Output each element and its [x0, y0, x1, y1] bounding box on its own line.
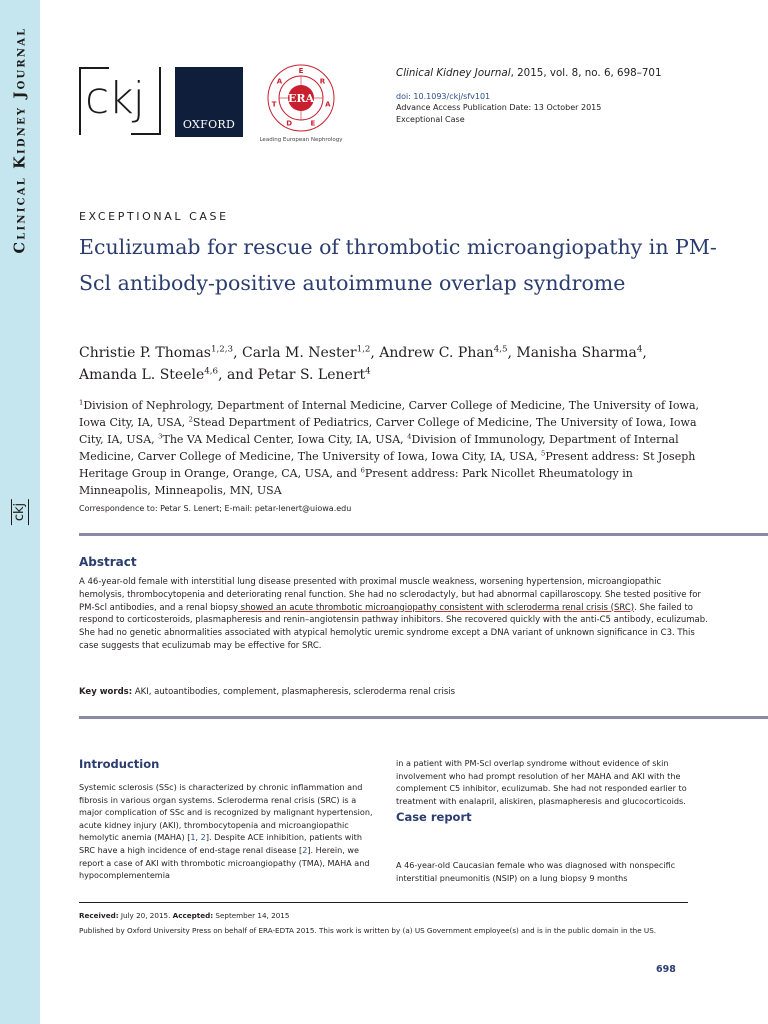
- article-type: Exceptional Case: [396, 114, 465, 124]
- case-report-text: A 46-year-old Caucasian female who was diagnosed with nonspecific interstitial pneumonitis (NSIP) on a lung biopsy 9 months: [396, 860, 676, 883]
- divider-top: [79, 533, 768, 536]
- affiliation-number: 6: [360, 466, 365, 475]
- affiliation-text: The VA Medical Center, Iowa City, IA, USA,: [162, 433, 408, 446]
- divider-bottom: [79, 716, 768, 719]
- citation: [396, 66, 662, 80]
- author-affiliation-sup: 4: [636, 344, 643, 355]
- author-separator: , and: [218, 367, 258, 383]
- era-ring-letter: R: [319, 77, 326, 86]
- keywords-label: Key words:: [79, 687, 133, 697]
- page-number: 698: [656, 964, 676, 975]
- affiliation-number: 1: [79, 398, 84, 407]
- ckj-logo-text: ckj: [85, 73, 144, 124]
- era-ring-letter: E: [310, 119, 316, 128]
- accepted-date: September 14, 2015: [213, 911, 290, 920]
- affiliation-text: Present address: St Joseph Heritage Group in Orange, Orange, CA, USA, and: [79, 450, 696, 480]
- sidebar-ckj-logo: ckj: [11, 499, 29, 525]
- author-separator: ,: [642, 345, 647, 361]
- ckj-logo: [79, 67, 161, 135]
- svg-text:ERA: ERA: [287, 92, 315, 105]
- author-separator: ,: [233, 345, 242, 361]
- era-ring-letter: E: [298, 67, 304, 75]
- affiliation-number: 3: [158, 432, 163, 441]
- abstract-highlight: showed an acute thrombotic microangiopathy consistent with scleroderma renal crisis (SRC): [237, 602, 635, 613]
- author-name: Carla M. Nester: [241, 345, 357, 361]
- affiliation-text: Stead Department of Pediatrics, Carver College of Medicine, The University of Iowa, Iowa City, IA, USA,: [79, 416, 697, 446]
- author-affiliation-sup: 4,6: [204, 366, 219, 377]
- received-accepted: [79, 911, 694, 922]
- author-name: Amanda L. Steele: [79, 367, 205, 383]
- affiliation-text: Present address: Park Nicollet Rheumatology in Minneapolis, Minneapolis, MN, USA: [79, 467, 633, 497]
- affiliation-number: 4: [407, 432, 412, 441]
- author-name: Andrew C. Phan: [379, 345, 494, 361]
- intro-text-b: ,: [195, 832, 201, 843]
- citation-ref-2[interactable]: 2: [200, 832, 206, 843]
- affiliation-number: 5: [541, 449, 546, 458]
- received-label: Received:: [79, 911, 119, 920]
- author-affiliation-sup: 4: [365, 366, 371, 377]
- era-ring-letter: A: [276, 77, 283, 86]
- article-kicker: EXCEPTIONAL CASE: [79, 210, 229, 223]
- intro-text-a: Systemic sclerosis (SSc) is characterized by chronic inflammation and fibrosis in various organ systems. Scleroderma renal crisis (SRC) is a major complication of SSc and is recognized by malignant hypertension, acute kidney injury (AKI), thrombocytopenia and microangiopathic hemolytic anemia (MAHA) [: [79, 782, 373, 843]
- intro-text-c: ]. Despite ACE inhibition, patients with SRC have a high incidence of end-stage renal disease [: [79, 832, 362, 855]
- citation-details: , 2015, vol. 8, no. 6, 698–701: [510, 67, 662, 79]
- abstract-body: [79, 576, 709, 653]
- author-separator: ,: [507, 345, 517, 361]
- keywords: [79, 687, 455, 697]
- era-ring-letter: D: [286, 119, 293, 128]
- author-affiliation-sup: 1,2: [356, 344, 371, 355]
- era-edta-logo: [256, 60, 346, 150]
- affiliation-number: 2: [188, 415, 193, 424]
- oxford-logo-text: OXFORD: [182, 118, 236, 131]
- abstract-text-2: . She failed to respond to corticosteroids, plasmapheresis and renin–angiotensin pathway inhibitors. She recovered quickly with the anti-C5 antibody, eculizumab. She had no genetic abnormalities associated with atypical hemolytic uremic syndrome except a DNA variant of unknown significance in C3. This case suggests that eculizumab may be effective for SRC.: [79, 602, 708, 651]
- introduction-heading: Introduction: [79, 757, 160, 771]
- affiliation-text: Division of Nephrology, Department of Internal Medicine, Carver College of Medicine, The University of Iowa, Iowa City, IA, USA,: [79, 399, 699, 429]
- keywords-list: AKI, autoantibodies, complement, plasmapheresis, scleroderma renal crisis: [132, 687, 456, 697]
- affiliations: [79, 397, 699, 499]
- author-list: [79, 342, 709, 386]
- case-report-heading: Case report: [396, 810, 472, 824]
- citation-ref-3[interactable]: 2: [302, 844, 308, 855]
- received-date: July 20, 2015.: [118, 911, 173, 920]
- oxford-logo: [175, 67, 243, 137]
- sidebar-journal-name: Clinical Kidney Journal: [11, 26, 29, 254]
- citation-ref-1[interactable]: 1: [190, 832, 196, 843]
- article-title: Eculizumab for rescue of thrombotic microangiopathy in PM-Scl antibody-positive autoimmune overlap syndrome: [79, 235, 717, 295]
- era-ring-letter: T: [271, 100, 277, 109]
- author-affiliation-sup: 1,2,3: [211, 344, 234, 355]
- journal-name: Clinical Kidney Journal: [396, 67, 511, 79]
- correspondence: Correspondence to: Petar S. Lenert; E-mail: petar-lenert@uiowa.edu: [79, 504, 352, 513]
- era-caption: Leading European Nephrology: [259, 137, 343, 143]
- introduction-text: [79, 781, 377, 882]
- article-meta: [396, 66, 662, 125]
- author-affiliation-sup: 4,5: [493, 344, 508, 355]
- era-seal-icon: [256, 60, 346, 138]
- advance-access-date: Advance Access Publication Date: 13 October 2015: [396, 103, 602, 112]
- author-name: Manisha Sharma: [516, 345, 637, 361]
- abstract-text-1: A 46-year-old female with interstitial lung disease presented with proximal muscle weakness, worsening hypertension, microangiopathic hemolysis, thrombocytopenia and deteriorating renal function. She had no sclerodactyly, but had abnormal capillaroscopy. She tested positive for PM-Scl antibodies, and a renal biopsy: [79, 577, 701, 613]
- author-name: Christie P. Thomas: [79, 345, 211, 361]
- doi-link[interactable]: doi: 10.1093/ckj/sfv101: [396, 92, 491, 101]
- introduction-continued: in a patient with PM-Scl overlap syndrome without evidence of skin involvement who had prompt resolution of her MAHA and AKI with the complement C5 inhibitor, eculizumab. She had not responded earlier to treatment with enalapril, aliskiren, plasmapheresis and glucocorticoids.: [396, 758, 687, 806]
- intro-text-d: ]. Herein, we report a case of AKI with thrombotic microangiopathy (TMA), MAHA and hypocomplementemia: [79, 844, 370, 881]
- journal-sidebar: [0, 0, 40, 1024]
- author-name: Petar S. Lenert: [257, 367, 366, 383]
- affiliation-text: Division of Immunology, Department of Internal Medicine, Carver College of Medicine, The University of Iowa, Iowa City, IA, USA,: [79, 433, 679, 463]
- footnote-divider: [79, 902, 688, 903]
- accepted-label: Accepted:: [172, 911, 214, 920]
- author-separator: ,: [370, 345, 380, 361]
- era-ring-letter: A: [325, 100, 331, 109]
- abstract-heading: Abstract: [79, 555, 137, 569]
- publication-note: Published by Oxford University Press on behalf of ERA-EDTA 2015. This work is written by (a) US Government employee(s) and is in the public domain in the US.: [79, 926, 657, 935]
